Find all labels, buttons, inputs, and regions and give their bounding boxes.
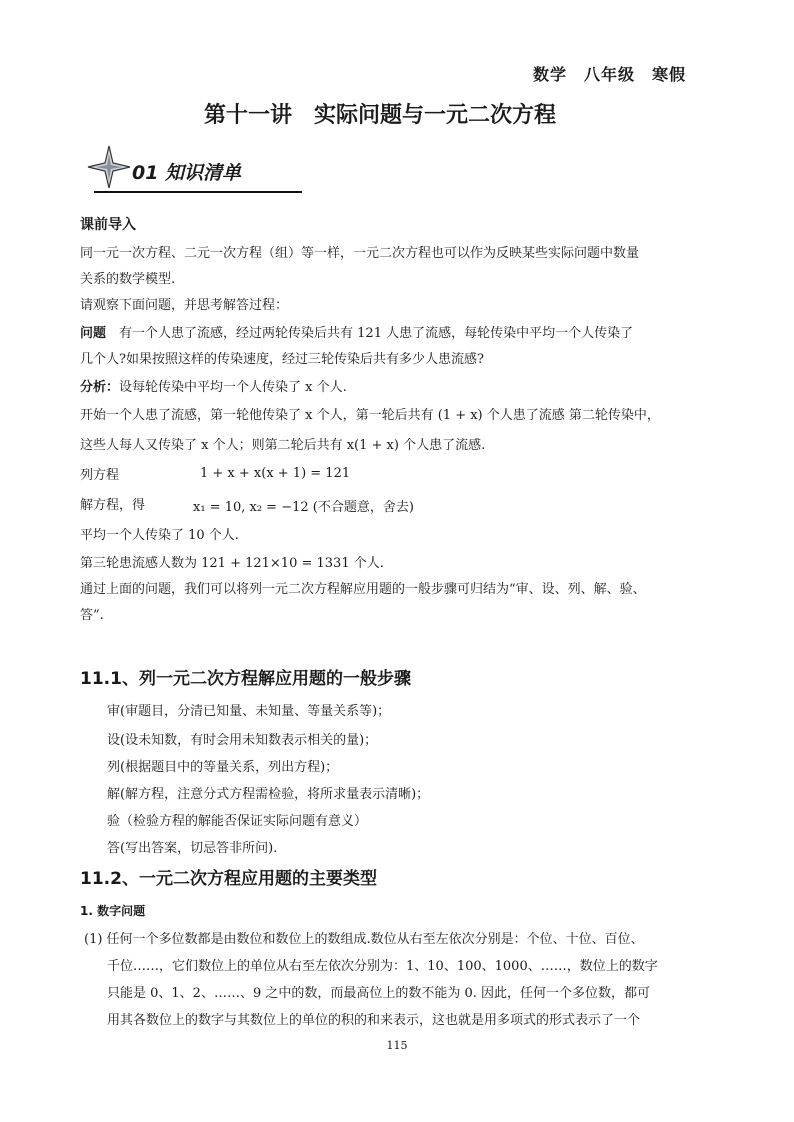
knowledge-banner: [86, 144, 302, 196]
analysis-line3: 这些人每人又传染了 x 个人；则第二轮后共有 x(1 + x) 个人患了流感.: [80, 438, 486, 453]
solve-label: 解方程，得: [80, 498, 146, 513]
step-4: 解(解方程，注意分式方程需检验，将所求量表示清晰)；: [107, 787, 430, 802]
analysis-label: 分析：: [80, 380, 120, 395]
intro-heading: 课前导入: [80, 217, 136, 233]
intro-para1-line1: 同一元一次方程、二元一次方程（组）等一样，一元二次方程也可以作为反映某些实际问题中数量: [80, 246, 640, 261]
page-number: 115: [386, 1039, 408, 1052]
analysis-text-1: 设每轮传染中平均一个人传染了 x 个人.: [119, 380, 347, 395]
item1-line2: 千位……，它们数位上的单位从右至左依次分别为：1、10、100、1000、……，数位上的数字: [107, 959, 658, 974]
banner-underline: [94, 191, 302, 193]
item1-line3: 只能是 0、1、2、……、9 之中的数，而最高位上的数不能为 0. 因此，任何一个多位数，都可: [107, 986, 651, 1001]
equation: 1 + x + x(x + 1) = 121: [200, 466, 351, 481]
summary-line1: 通过上面的问题，我们可以将列一元二次方程解应用题的一般步骤可归结为“审、设、列、解、验、: [80, 582, 646, 597]
problem-line1: [80, 324, 633, 344]
header-tag: 数学 八年级 寒假: [532, 65, 686, 84]
section-11-2-title: 11.2、一元二次方程应用题的主要类型: [80, 869, 377, 889]
page-title: 第十一讲 实际问题与一元二次方程: [203, 103, 556, 128]
analysis-line1: [80, 378, 347, 398]
star-icon: [86, 144, 132, 190]
solution: x₁ = 10, x₂ = −12 (不合题意，舍去): [193, 500, 414, 515]
step-3: 列(根据题目中的等量关系，列出方程)；: [107, 760, 339, 775]
step-5: 验（检验方程的解能否保证实际问题有意义）: [107, 814, 368, 829]
step-2: 设(设未知数，有时会用未知数表示相关的量)；: [107, 733, 378, 748]
step-1: 审(审题目，分清已知量、未知量、等量关系等)；: [107, 704, 391, 719]
result-2: 第三轮患流感人数为 121 + 121×10 = 1331 个人.: [80, 556, 384, 571]
problem-text-1: 有一个人患了流感，经过两轮传染后共有 121 人患了流感，每轮传染中平均一个人传染了: [106, 326, 634, 341]
problem-line2: 几个人?如果按照这样的传染速度，经过三轮传染后共有多少人患流感?: [80, 352, 484, 367]
analysis-line2: 开始一个人患了流感，第一轮他传染了 x 个人，第一轮后共有 (1 + x) 个人患了流感 第二轮传染中，: [80, 408, 660, 423]
equation-label: 列方程: [80, 468, 120, 483]
intro-para2: 请观察下面问题，并思考解答过程：: [80, 298, 289, 313]
problem-label: 问题: [80, 326, 107, 341]
item1-line1: (1) 任何一个多位数都是由数位和数位上的数组成.数位从右至左依次分别是：个位、十位、百位、: [84, 932, 644, 947]
subsection-1-title: 1. 数字问题: [80, 904, 146, 918]
result-1: 平均一个人传染了 10 个人.: [80, 528, 239, 543]
summary-line2: 答”.: [80, 608, 104, 623]
section-11-1-title: 11.1、列一元二次方程解应用题的一般步骤: [80, 669, 411, 689]
intro-para1-line2: 关系的数学模型.: [80, 272, 176, 287]
knowledge-banner-label: 01 知识清单: [132, 162, 242, 184]
step-6: 答(写出答案，切忌答非所问).: [107, 841, 278, 856]
item1-line4: 用其各数位上的数字与其数位上的单位的积的和来表示，这也就是用多项式的形式表示了一个: [107, 1013, 641, 1028]
